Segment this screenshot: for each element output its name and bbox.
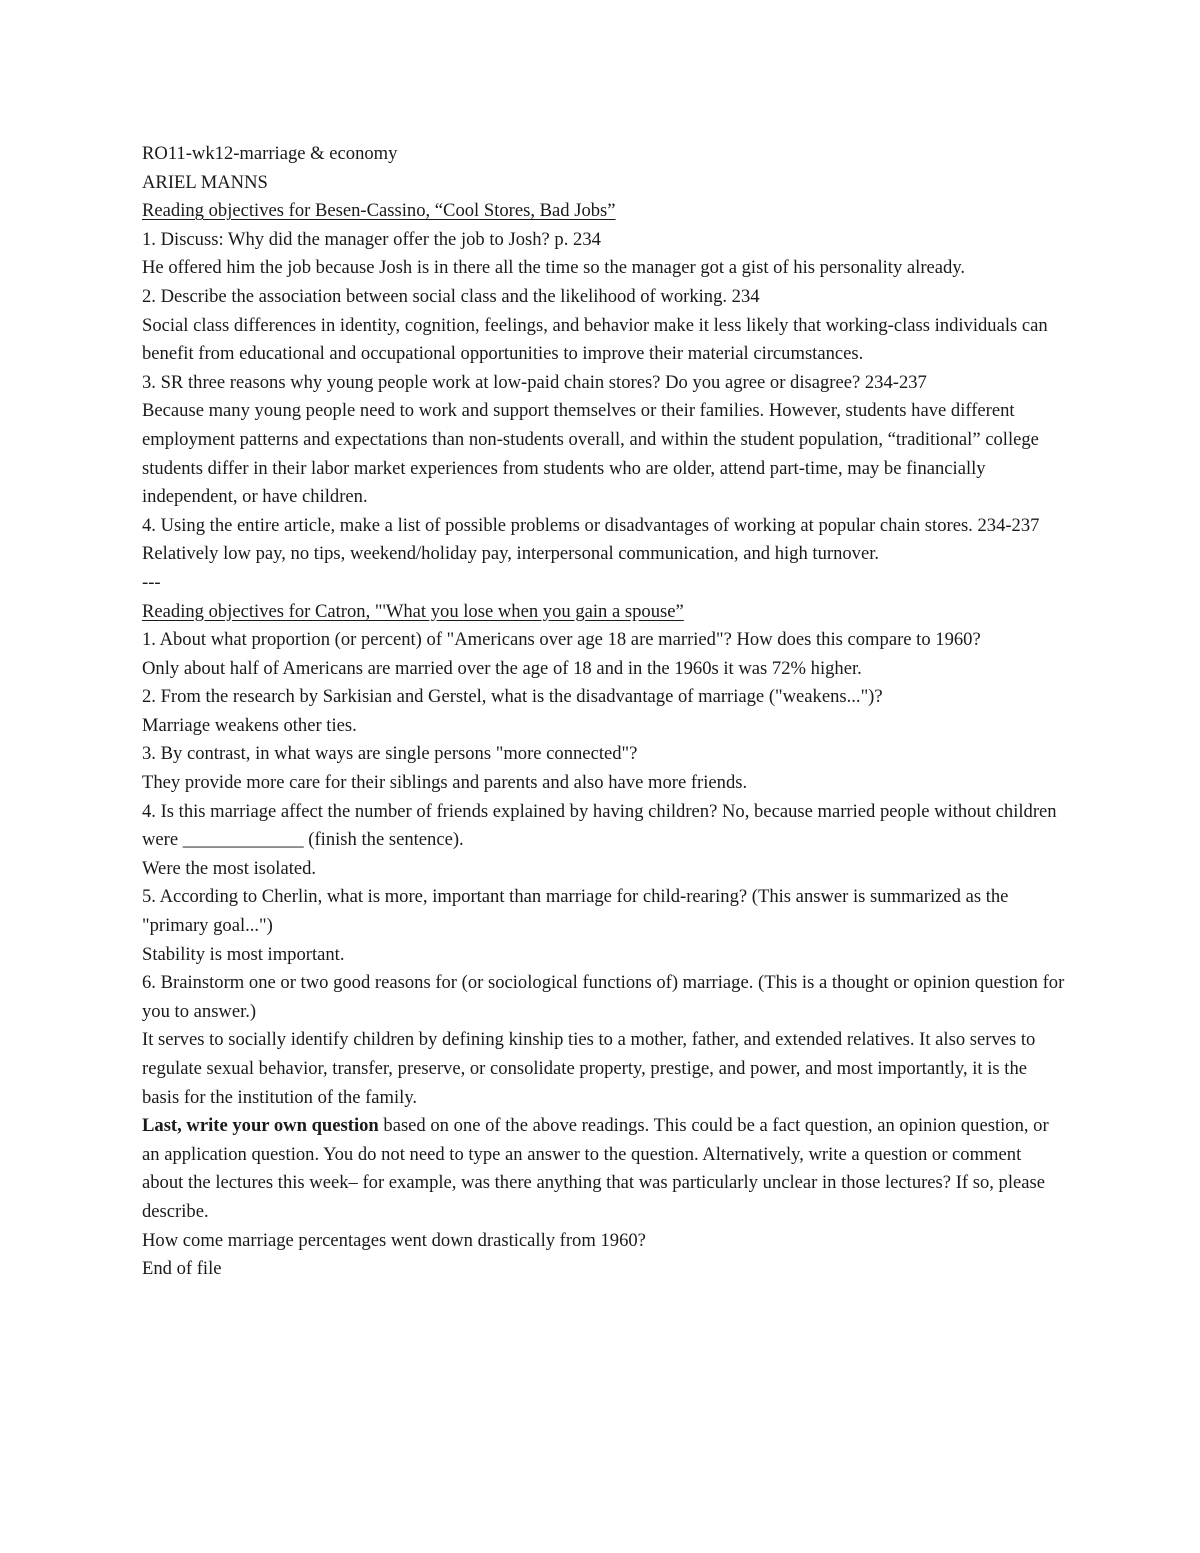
question-1: 1. About what proportion (or percent) of "Americans over age 18 are married"? How does this compare to 1960? (142, 629, 981, 651)
question-2: 2. From the research by Sarkisian and Gerstel, what is the disadvantage of marriage ("weakens...")? (142, 686, 883, 708)
question-3: 3. By contrast, in what ways are single persons "more connected"? (142, 743, 638, 765)
answer-2: Marriage weakens other ties. (142, 714, 357, 736)
section-separator: --- (142, 571, 161, 593)
question-2: 2. Describe the association between social class and the likelihood of working. 234 (142, 285, 760, 307)
document-title: RO11-wk12-marriage & economy (142, 143, 398, 164)
answer-3: They provide more care for their siblings and parents and also have more friends. (142, 772, 748, 794)
instruction-text: based on one of the above readings. This could be a fact question, an opinion question, or an application question. You do not need to type an answer to the question. Alternatively, write a question or comment about the lectures this week– for example, was there anything that was particularly unclear in those lectures? If so, please describe. (142, 1115, 1049, 1222)
answer-6: It serves to socially identify children by defining kinship ties to a mother, father, and extended relatives. It also serves to regulate sexual behavior, transfer, preserve, or consolidate property, prestige, and power, and most importantly, it is the basis for the institution of the family. (142, 1029, 1036, 1108)
end-of-file: End of file (142, 1258, 222, 1280)
question-5: 5. According to Cherlin, what is more, important than marriage for child-rearing? (This answer is summarized as the "primary goal...") (142, 886, 1009, 937)
answer-1: Only about half of Americans are married over the age of 18 and in the 1960s it was 72% higher. (142, 657, 862, 679)
answer-1: He offered him the job because Josh is in there all the time so the manager got a gist of his personality already. (142, 257, 966, 279)
answer-2: Social class differences in identity, cognition, feelings, and behavior make it less likely that working‑class individuals can benefit from educational and occupational opportunities to improve their material circumstances. (142, 314, 1048, 365)
question-1: 1. Discuss: Why did the manager offer the job to Josh? p. 234 (142, 228, 601, 250)
own-question: How come marriage percentages went down drastically from 1960? (142, 1229, 646, 1251)
instruction-bold-lead: Last, write your own question (142, 1115, 379, 1137)
section-heading-besen-cassino: Reading objectives for Besen-Cassino, “Cool Stores, Bad Jobs” (142, 200, 616, 222)
question-3: 3. SR three reasons why young people work at low-paid chain stores? Do you agree or disagree? 234-237 (142, 371, 927, 393)
section-heading-catron: Reading objectives for Catron, "'What you lose when you gain a spouse” (142, 600, 684, 622)
question-6: 6. Brainstorm one or two good reasons for (or sociological functions of) marriage. (This is a thought or opinion question for you to answer.) (142, 972, 1065, 1022)
question-4: 4. Is this marriage affect the number of friends explained by having children? No, because married people without children were _____________ (finish the sentence). (142, 800, 1057, 851)
answer-3: Because many young people need to work and support themselves or their families. However, students have different employment patterns and expectations than non-students overall, and within the student population, “traditional” college students differ in their labor market experiences from students who are older, attend part-time, may be financially independent, or have children. (142, 400, 1039, 508)
author-name: ARIEL MANNS (142, 171, 268, 193)
answer-4: Were the most isolated. (142, 857, 317, 879)
question-4: 4. Using the entire article, make a list of possible problems or disadvantages of working at popular chain stores. 234-237 (142, 514, 1040, 536)
own-question-instruction (142, 1112, 1067, 1226)
document-page (142, 140, 1067, 1284)
answer-4: Relatively low pay, no tips, weekend/holiday pay, interpersonal communication, and high turnover. (142, 543, 880, 565)
answer-5: Stability is most important. (142, 943, 345, 965)
